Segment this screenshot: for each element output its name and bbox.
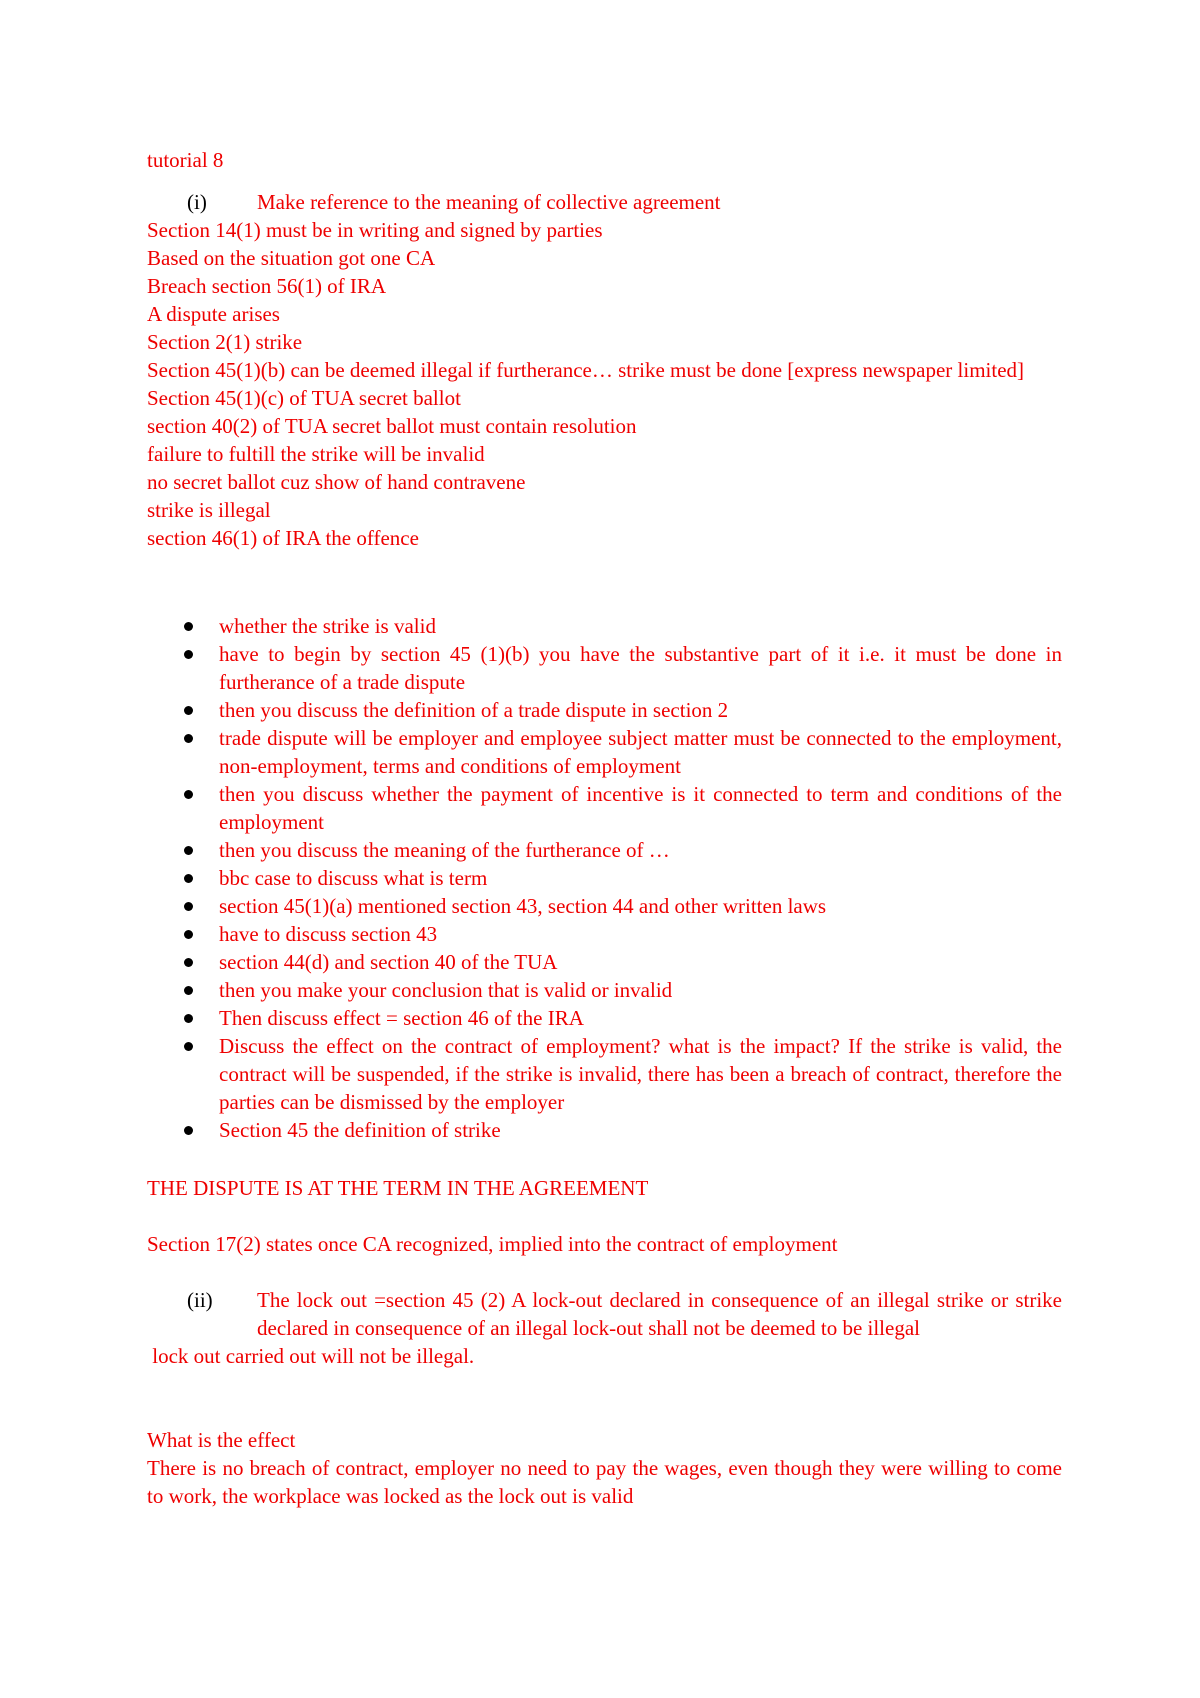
list-item: then you make your conclusion that is valid or invalid — [147, 976, 1062, 1004]
bullet-icon — [184, 986, 193, 995]
part-i-line-12: section 46(1) of IRA the offence — [147, 526, 419, 550]
effect-section — [147, 1426, 1062, 1510]
part-ii-number: (ii) — [187, 1288, 213, 1312]
part-ii-section — [147, 1286, 1062, 1370]
document-title: tutorial 8 — [147, 148, 224, 172]
part-i-line-8: section 40(2) of TUA secret ballot must contain resolution — [147, 414, 637, 438]
list-item: trade dispute will be employer and employee subject matter must be connected to the employment, non-employment, terms and conditions of employment — [147, 724, 1062, 780]
part-i-line-2: Based on the situation got one CA — [147, 246, 436, 270]
part-ii-note: lock out carried out will not be illegal. — [147, 1344, 475, 1368]
bullet-icon — [184, 734, 193, 743]
bullet-icon — [184, 1126, 193, 1135]
list-item: bbc case to discuss what is term — [147, 864, 1062, 892]
bullet-icon — [184, 930, 193, 939]
part-i-line-1: Section 14(1) must be in writing and signed by parties — [147, 218, 603, 242]
part-i-line-6: Section 45(1)(b) can be deemed illegal if furtherance… strike must be done [express newspaper limited] — [147, 358, 1025, 382]
list-item: then you discuss the definition of a trade dispute in section 2 — [147, 696, 1062, 724]
part-i-line-3: Breach section 56(1) of IRA — [147, 274, 387, 298]
section-17-note: Section 17(2) states once CA recognized, implied into the contract of employment — [147, 1232, 838, 1256]
bullet-icon — [184, 846, 193, 855]
part-i-line-5: Section 2(1) strike — [147, 330, 303, 354]
part-i-heading: Make reference to the meaning of collective agreement — [257, 190, 721, 214]
list-item: Then discuss effect = section 46 of the IRA — [147, 1004, 1062, 1032]
bullet-icon — [184, 706, 193, 715]
bullet-icon — [184, 622, 193, 631]
part-i-heading-row — [147, 188, 1062, 216]
effect-text: There is no breach of contract, employer no need to pay the wages, even though they were willing to come to work, the workplace was locked as the lock out is valid — [147, 1456, 1062, 1508]
list-item: whether the strike is valid — [147, 612, 1062, 640]
bullet-icon — [184, 874, 193, 883]
dispute-heading: THE DISPUTE IS AT THE TERM IN THE AGREEMENT — [147, 1176, 649, 1200]
bullet-icon — [184, 790, 193, 799]
list-item: have to begin by section 45 (1)(b) you have the substantive part of it i.e. it must be done in furtherance of a trade dispute — [147, 640, 1062, 696]
part-i-line-9: failure to fultill the strike will be invalid — [147, 442, 485, 466]
bullet-icon — [184, 650, 193, 659]
part-i-line-10: no secret ballot cuz show of hand contravene — [147, 470, 526, 494]
list-item: section 45(1)(a) mentioned section 43, section 44 and other written laws — [147, 892, 1062, 920]
bullet-icon — [184, 902, 193, 911]
bullet-icon — [184, 1042, 193, 1051]
part-i-line-7: Section 45(1)(c) of TUA secret ballot — [147, 386, 461, 410]
bullet-icon — [184, 1014, 193, 1023]
list-item: Section 45 the definition of strike — [147, 1116, 1062, 1144]
part-i-line-4: A dispute arises — [147, 302, 280, 326]
bullet-list — [147, 612, 1062, 1144]
list-item: then you discuss whether the payment of incentive is it connected to term and conditions of the employment — [147, 780, 1062, 836]
effect-heading: What is the effect — [147, 1428, 296, 1452]
part-i-line-11: strike is illegal — [147, 498, 271, 522]
list-item: have to discuss section 43 — [147, 920, 1062, 948]
bullet-icon — [184, 958, 193, 967]
part-i-number: (i) — [187, 190, 207, 214]
list-item: then you discuss the meaning of the furtherance of … — [147, 836, 1062, 864]
part-ii-text: The lock out =section 45 (2) A lock-out declared in consequence of an illegal strike or strike declared in consequence of an illegal lock-out shall not be deemed to be illegal — [257, 1288, 1062, 1340]
part-ii-row — [147, 1286, 1062, 1342]
list-item: section 44(d) and section 40 of the TUA — [147, 948, 1062, 976]
list-item: Discuss the effect on the contract of employment? what is the impact? If the strike is valid, the contract will be suspended, if the strike is invalid, there has been a breach of contract, therefore the parties can be dismissed by the employer — [147, 1032, 1062, 1116]
part-i-section — [147, 188, 1062, 552]
